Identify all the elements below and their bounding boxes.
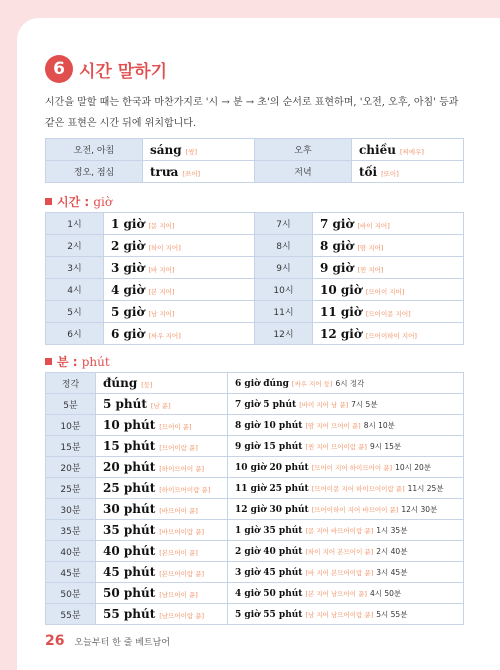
example-vietnamese-text: 11 giờ 25 phút xyxy=(235,483,309,494)
example-vietnamese xyxy=(235,442,302,452)
minutes-value-cell xyxy=(96,415,228,436)
vietnamese-word: 11 giờ xyxy=(320,304,362,319)
hours-value-cell xyxy=(104,213,255,235)
hours-label-cell: 10시 xyxy=(255,279,313,301)
section-number-badge: 6 xyxy=(45,55,73,83)
hours-row xyxy=(46,235,464,257)
minutes-row xyxy=(46,541,464,562)
example-vietnamese xyxy=(235,568,302,578)
example-vietnamese xyxy=(235,589,302,599)
minutes-heading xyxy=(45,353,110,370)
hours-heading xyxy=(45,193,112,210)
pronunciation: [본므어이 푿] xyxy=(159,549,198,557)
vietnamese-word: 5 giờ xyxy=(111,304,145,319)
hours-label-cell: 7시 xyxy=(255,213,313,235)
hours-value-cell xyxy=(313,257,464,279)
example-pronunciation: [바이 지어 남 푿] xyxy=(299,400,349,409)
minutes-table xyxy=(45,372,464,625)
pronunciation: [몯 지어] xyxy=(148,221,175,230)
minutes-value-cell xyxy=(96,457,228,478)
example-korean: 6시 정각 xyxy=(335,378,365,388)
minutes-row xyxy=(46,373,464,394)
pronunciation: [싸우 지어] xyxy=(148,331,181,340)
example-vietnamese xyxy=(235,463,309,473)
periods-row xyxy=(46,139,464,161)
pronunciation: [바이 지어] xyxy=(357,221,390,230)
example-korean: 3시 45분 xyxy=(376,567,408,577)
example-korean: 5시 55분 xyxy=(376,609,408,619)
page-number: 26 xyxy=(45,633,65,649)
periods-value-cell xyxy=(352,139,464,161)
example-pronunciation: [므어이 지어 하이므어이 푿] xyxy=(311,463,393,472)
vietnamese-word: trưa xyxy=(150,164,179,179)
example-cell xyxy=(228,583,464,604)
periods-label-cell: 오후 xyxy=(255,139,352,161)
pronunciation: [찌에우] xyxy=(399,147,424,156)
example-cell xyxy=(228,562,464,583)
vietnamese-word: tối xyxy=(359,164,378,179)
vietnamese-word: đúng xyxy=(103,376,138,390)
example-pronunciation: [하이 지어 본므어이 푿] xyxy=(305,547,374,556)
pronunciation: [므어이몯 지어] xyxy=(365,309,411,318)
hours-row xyxy=(46,323,464,345)
example-pronunciation: [찐 지어 므어이람 푿] xyxy=(305,442,367,451)
pronunciation: [므어이람 푿] xyxy=(159,444,198,452)
example-korean: 11시 25분 xyxy=(407,483,444,493)
hours-row xyxy=(46,213,464,235)
hours-label-cell: 8시 xyxy=(255,235,313,257)
minutes-row xyxy=(46,562,464,583)
example-vietnamese-text: 8 giờ 10 phút xyxy=(235,420,303,431)
hours-label-cell: 4시 xyxy=(46,279,104,301)
vietnamese-word: 2 giờ xyxy=(111,238,145,253)
example-vietnamese xyxy=(235,505,309,515)
pronunciation: [므어이 지어] xyxy=(365,287,405,296)
example-korean: 9시 15분 xyxy=(369,441,402,451)
minutes-label-cell: 40분 xyxy=(46,541,96,562)
hours-value-cell xyxy=(313,323,464,345)
example-vietnamese-text: 3 giờ 45 phút xyxy=(235,567,303,578)
minutes-row xyxy=(46,499,464,520)
example-pronunciation: [바 지어 본므어이람 푿] xyxy=(305,568,374,577)
example-pronunciation: [싸우 지어 둥] xyxy=(291,379,333,388)
pronunciation: [찐 지어] xyxy=(357,265,384,274)
pronunciation: [둥] xyxy=(141,381,153,389)
vietnamese-word: 50 phút xyxy=(103,586,156,600)
minutes-row xyxy=(46,478,464,499)
pronunciation: [바 지어] xyxy=(148,265,175,274)
vietnamese-word: 55 phút xyxy=(103,607,156,621)
pronunciation: [므어이 푿] xyxy=(159,423,192,431)
example-vietnamese-text: 7 giờ 5 phút xyxy=(235,399,297,410)
hours-value-cell xyxy=(104,257,255,279)
minutes-row xyxy=(46,415,464,436)
minutes-value-cell xyxy=(96,562,228,583)
pronunciation: [남 푿] xyxy=(150,402,171,410)
example-pronunciation: [므어이몯 지어 하이므어이람 푿] xyxy=(311,484,405,493)
vietnamese-word: chiều xyxy=(359,142,396,157)
hours-value-cell xyxy=(313,235,464,257)
hours-row xyxy=(46,279,464,301)
minutes-row xyxy=(46,604,464,625)
book-title: 오늘부터 한 줄 베트남어 xyxy=(74,637,171,648)
vietnamese-word: 10 phút xyxy=(103,418,156,432)
pronunciation: [바므어이 푿] xyxy=(159,507,198,515)
periods-value-cell xyxy=(143,161,255,183)
vietnamese-word: 25 phút xyxy=(103,481,156,495)
minutes-label-cell: 정각 xyxy=(46,373,96,394)
pronunciation: [쌍] xyxy=(185,147,198,156)
minutes-row xyxy=(46,457,464,478)
hours-label-cell: 2시 xyxy=(46,235,104,257)
minutes-label-cell: 20분 xyxy=(46,457,96,478)
vietnamese-word: 7 giờ xyxy=(320,216,354,231)
minutes-value-cell xyxy=(96,394,228,415)
minutes-row xyxy=(46,436,464,457)
periods-value-cell xyxy=(143,139,255,161)
minutes-value-cell xyxy=(96,499,228,520)
hours-value-cell xyxy=(313,301,464,323)
example-vietnamese-text: 6 giờ đúng xyxy=(235,378,289,389)
section-title: 시간 말하기 xyxy=(79,61,168,82)
example-cell xyxy=(228,457,464,478)
hours-value-cell xyxy=(313,213,464,235)
pronunciation: [남 지어] xyxy=(148,309,175,318)
intro-paragraph: 시간을 말할 때는 한국과 마찬가지로 '시 → 분 → 초'의 순서로 표현하며, '오전, 오후, 아침' 등과 같은 표현은 시간 뒤에 위치합니다. xyxy=(45,97,459,129)
vietnamese-word: 45 phút xyxy=(103,565,156,579)
minutes-value-cell xyxy=(96,583,228,604)
pronunciation: [본므어이람 푿] xyxy=(159,570,205,578)
hours-table xyxy=(45,212,464,345)
vietnamese-word: 20 phút xyxy=(103,460,156,474)
periods-label-cell: 저녁 xyxy=(255,161,352,183)
pronunciation: [쯔어] xyxy=(182,169,201,178)
section-header xyxy=(45,52,167,86)
example-vietnamese xyxy=(235,610,302,620)
example-cell xyxy=(228,394,464,415)
minutes-value-cell xyxy=(96,436,228,457)
example-vietnamese-text: 12 giờ 30 phút xyxy=(235,504,309,515)
hours-row xyxy=(46,257,464,279)
vietnamese-word: 3 giờ xyxy=(111,260,145,275)
periods-label-cell: 오전, 아침 xyxy=(46,139,143,161)
minutes-label-cell: 25분 xyxy=(46,478,96,499)
example-korean: 12시 30분 xyxy=(401,504,438,514)
example-vietnamese xyxy=(235,400,296,410)
example-cell xyxy=(228,604,464,625)
example-vietnamese-text: 1 giờ 35 phút xyxy=(235,525,303,536)
example-pronunciation: [본 지어 남므어이 푿] xyxy=(305,589,367,598)
page-footer xyxy=(45,633,170,649)
minutes-value-cell xyxy=(96,478,228,499)
minutes-row xyxy=(46,583,464,604)
example-korean: 2시 40분 xyxy=(376,546,408,556)
minutes-heading-kr: 분 : xyxy=(57,355,82,369)
vietnamese-word: 12 giờ xyxy=(320,326,362,341)
hours-value-cell xyxy=(104,235,255,257)
example-cell xyxy=(228,436,464,457)
minutes-row xyxy=(46,394,464,415)
vietnamese-word: 35 phút xyxy=(103,523,156,537)
example-korean: 10시 20분 xyxy=(395,462,432,472)
periods-table xyxy=(45,138,464,183)
hours-label-cell: 1시 xyxy=(46,213,104,235)
minutes-label-cell: 35분 xyxy=(46,520,96,541)
hours-heading-kr: 시간 : xyxy=(57,195,94,209)
example-cell xyxy=(228,499,464,520)
vietnamese-word: sáng xyxy=(150,142,182,157)
minutes-label-cell: 45분 xyxy=(46,562,96,583)
vietnamese-word: 1 giờ xyxy=(111,216,145,231)
example-vietnamese xyxy=(235,421,302,431)
pronunciation: [하이므어이람 푿] xyxy=(159,486,211,494)
example-vietnamese-text: 5 giờ 55 phút xyxy=(235,609,303,620)
hours-label-cell: 5시 xyxy=(46,301,104,323)
bullet-square-icon xyxy=(45,358,52,365)
vietnamese-word: 15 phút xyxy=(103,439,156,453)
vietnamese-word: 8 giờ xyxy=(320,238,354,253)
example-vietnamese-text: 2 giờ 40 phút xyxy=(235,546,303,557)
hours-label-cell: 9시 xyxy=(255,257,313,279)
example-korean: 8시 10분 xyxy=(363,420,395,430)
minutes-heading-vn: phút xyxy=(81,355,110,369)
hours-heading-vn: giờ xyxy=(93,195,113,209)
example-vietnamese xyxy=(235,526,302,536)
hours-label-cell: 12시 xyxy=(255,323,313,345)
pronunciation: [바므어이람 푿] xyxy=(159,528,205,536)
vietnamese-word: 9 giờ xyxy=(320,260,354,275)
example-cell xyxy=(228,541,464,562)
periods-label-cell: 정오, 점심 xyxy=(46,161,143,183)
pronunciation: [하이 지어] xyxy=(148,243,181,252)
minutes-label-cell: 50분 xyxy=(46,583,96,604)
minutes-value-cell xyxy=(96,604,228,625)
minutes-label-cell: 30분 xyxy=(46,499,96,520)
pronunciation: [남므어이람 푿] xyxy=(159,612,205,620)
example-vietnamese-text: 10 giờ 20 phút xyxy=(235,462,309,473)
hours-value-cell xyxy=(104,323,255,345)
hours-label-cell: 11시 xyxy=(255,301,313,323)
pronunciation: [남므어이 푿] xyxy=(159,591,198,599)
minutes-label-cell: 10분 xyxy=(46,415,96,436)
hours-label-cell: 6시 xyxy=(46,323,104,345)
minutes-value-cell xyxy=(96,373,228,394)
minutes-label-cell: 5분 xyxy=(46,394,96,415)
minutes-value-cell xyxy=(96,541,228,562)
hours-value-cell xyxy=(313,279,464,301)
bullet-square-icon xyxy=(45,198,52,205)
hours-row xyxy=(46,301,464,323)
example-pronunciation: [므어이하이 지어 바므어이 푿] xyxy=(311,505,399,514)
example-vietnamese-text: 4 giờ 50 phút xyxy=(235,588,303,599)
minutes-value-cell xyxy=(96,520,228,541)
vietnamese-word: 30 phút xyxy=(103,502,156,516)
example-vietnamese xyxy=(235,547,302,557)
example-pronunciation: [땀 지어 므어이 푿] xyxy=(305,421,361,430)
pronunciation: [하이므어이 푿] xyxy=(159,465,205,473)
vietnamese-word: 10 giờ xyxy=(320,282,362,297)
example-pronunciation: [몯 지어 바므어이람 푿] xyxy=(305,526,374,535)
hours-label-cell: 3시 xyxy=(46,257,104,279)
pronunciation: [땀 지어] xyxy=(357,243,384,252)
vietnamese-word: 40 phút xyxy=(103,544,156,558)
example-vietnamese xyxy=(235,484,309,494)
vietnamese-word: 6 giờ xyxy=(111,326,145,341)
minutes-label-cell: 15분 xyxy=(46,436,96,457)
minutes-label-cell: 55분 xyxy=(46,604,96,625)
pronunciation: [본 지어] xyxy=(148,287,175,296)
periods-value-cell xyxy=(352,161,464,183)
hours-value-cell xyxy=(104,279,255,301)
example-cell xyxy=(228,478,464,499)
example-vietnamese xyxy=(235,379,289,389)
example-cell xyxy=(228,415,464,436)
minutes-row xyxy=(46,520,464,541)
periods-row xyxy=(46,161,464,183)
example-korean: 4시 50분 xyxy=(369,588,402,598)
example-pronunciation: [남 지어 남므어이람 푿] xyxy=(305,610,374,619)
example-korean: 1시 35분 xyxy=(376,525,408,535)
pronunciation: [므어이하이 지어] xyxy=(365,331,417,340)
vietnamese-word: 5 phút xyxy=(103,397,147,411)
example-cell xyxy=(228,520,464,541)
example-vietnamese-text: 9 giờ 15 phút xyxy=(235,441,303,452)
example-korean: 7시 5분 xyxy=(351,399,378,409)
vietnamese-word: 4 giờ xyxy=(111,282,145,297)
example-cell xyxy=(228,373,464,394)
pronunciation: [또이] xyxy=(381,169,399,178)
hours-value-cell xyxy=(104,301,255,323)
